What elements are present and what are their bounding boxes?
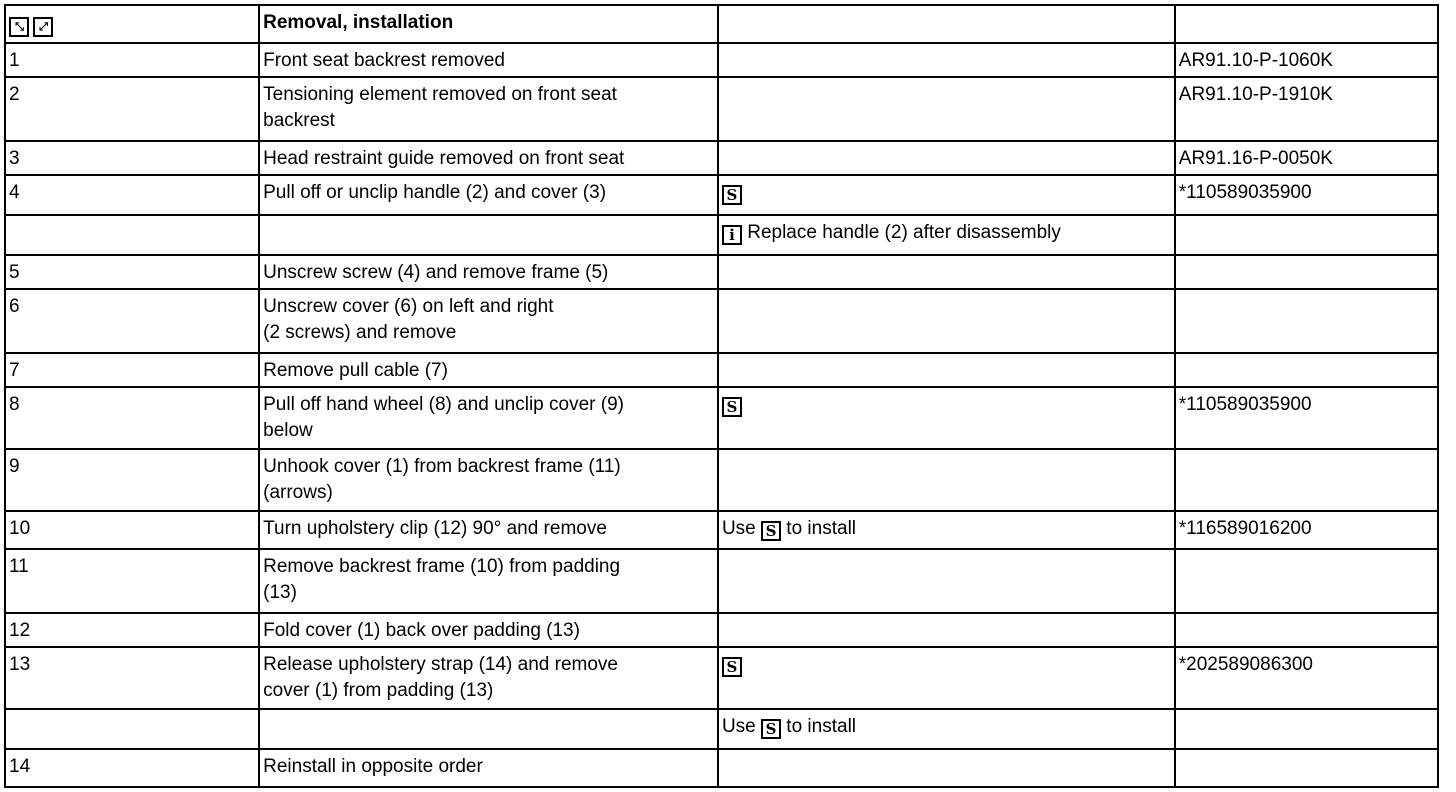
reference-number[interactable]: *110589035900 [1175, 175, 1438, 215]
step-description [259, 215, 718, 255]
step-number: 11 [5, 549, 259, 613]
step-note [718, 353, 1175, 387]
reference-number [1175, 289, 1438, 353]
table-row [5, 511, 1438, 549]
step-note [718, 549, 1175, 613]
procedure-table [4, 4, 1439, 788]
step-note [718, 289, 1175, 353]
step-number: 12 [5, 613, 259, 647]
note-suffix: to install [781, 518, 857, 539]
expand-icon[interactable]: ⤡ [9, 17, 29, 37]
collapse-icon[interactable]: ⤢ [33, 17, 53, 37]
table-row [5, 255, 1438, 289]
table-row [5, 43, 1438, 77]
step-number [5, 215, 259, 255]
step-note [718, 749, 1175, 787]
section-title: Removal, installation [259, 5, 718, 43]
step-description [259, 709, 718, 749]
step-note [718, 175, 1175, 215]
header-empty-cell [1175, 5, 1438, 43]
reference-number [1175, 449, 1438, 511]
step-description: Release upholstery strap (14) and remove cover (1) from padding (13) [259, 647, 718, 709]
reference-number [1175, 709, 1438, 749]
table-row [5, 353, 1438, 387]
note-suffix: Replace handle (2) after disassembly [741, 222, 1061, 243]
step-number: 7 [5, 353, 259, 387]
step-number: 14 [5, 749, 259, 787]
table-row [5, 449, 1438, 511]
tool-icon[interactable]: S [761, 521, 781, 541]
step-description: Remove backrest frame (10) from padding (13) [259, 549, 718, 613]
header-empty-cell [718, 5, 1175, 43]
reference-number[interactable]: *202589086300 [1175, 647, 1438, 709]
table-row [5, 549, 1438, 613]
reference-number[interactable]: *116589016200 [1175, 511, 1438, 549]
info-icon: i [722, 225, 742, 245]
note-prefix: Use [721, 518, 762, 539]
reference-number[interactable]: AR91.10-P-1910K [1175, 77, 1438, 141]
step-number [5, 709, 259, 749]
reference-number[interactable]: AR91.10-P-1060K [1175, 43, 1438, 77]
step-note [718, 387, 1175, 449]
step-description: Unscrew screw (4) and remove frame (5) [259, 255, 718, 289]
step-description: Pull off hand wheel (8) and unclip cover (9) below [259, 387, 718, 449]
step-number: 3 [5, 141, 259, 175]
step-note [718, 43, 1175, 77]
step-number: 5 [5, 255, 259, 289]
step-note [718, 511, 1175, 549]
table-row [5, 647, 1438, 709]
step-description: Tensioning element removed on front seat backrest [259, 77, 718, 141]
table-row [5, 709, 1438, 749]
note-suffix: to install [781, 716, 857, 737]
header-row [5, 5, 1438, 43]
step-note [718, 647, 1175, 709]
step-number: 2 [5, 77, 259, 141]
reference-number[interactable]: *110589035900 [1175, 387, 1438, 449]
step-note [718, 709, 1175, 749]
reference-number [1175, 255, 1438, 289]
step-note [718, 613, 1175, 647]
tool-icon[interactable]: S [722, 185, 742, 205]
step-description: Remove pull cable (7) [259, 353, 718, 387]
tool-icon[interactable]: S [761, 719, 781, 739]
table-row [5, 387, 1438, 449]
step-number: 13 [5, 647, 259, 709]
step-note [718, 77, 1175, 141]
step-description: Fold cover (1) back over padding (13) [259, 613, 718, 647]
step-note [718, 255, 1175, 289]
table-row [5, 289, 1438, 353]
tool-icon[interactable]: S [722, 657, 742, 677]
step-description: Head restraint guide removed on front seat [259, 141, 718, 175]
step-number: 1 [5, 43, 259, 77]
reference-number [1175, 613, 1438, 647]
reference-number[interactable]: AR91.16-P-0050K [1175, 141, 1438, 175]
table-row [5, 77, 1438, 141]
step-note [718, 215, 1175, 255]
tool-icon[interactable]: S [722, 397, 742, 417]
step-description: Reinstall in opposite order [259, 749, 718, 787]
note-prefix: Use [721, 716, 762, 737]
step-number: 4 [5, 175, 259, 215]
step-number: 9 [5, 449, 259, 511]
reference-number [1175, 749, 1438, 787]
step-description: Front seat backrest removed [259, 43, 718, 77]
table-row [5, 175, 1438, 215]
step-number: 8 [5, 387, 259, 449]
table-row [5, 749, 1438, 787]
step-number: 10 [5, 511, 259, 549]
table-row [5, 141, 1438, 175]
procedure-table-body [5, 5, 1438, 787]
step-number: 6 [5, 289, 259, 353]
reference-number [1175, 353, 1438, 387]
step-note [718, 141, 1175, 175]
header-icons-cell [5, 5, 259, 43]
step-note [718, 449, 1175, 511]
step-description: Pull off or unclip handle (2) and cover (3) [259, 175, 718, 215]
reference-number [1175, 549, 1438, 613]
table-row [5, 215, 1438, 255]
step-description: Turn upholstery clip (12) 90° and remove [259, 511, 718, 549]
step-description: Unscrew cover (6) on left and right (2 screws) and remove [259, 289, 718, 353]
step-description: Unhook cover (1) from backrest frame (11) (arrows) [259, 449, 718, 511]
table-row [5, 613, 1438, 647]
reference-number [1175, 215, 1438, 255]
